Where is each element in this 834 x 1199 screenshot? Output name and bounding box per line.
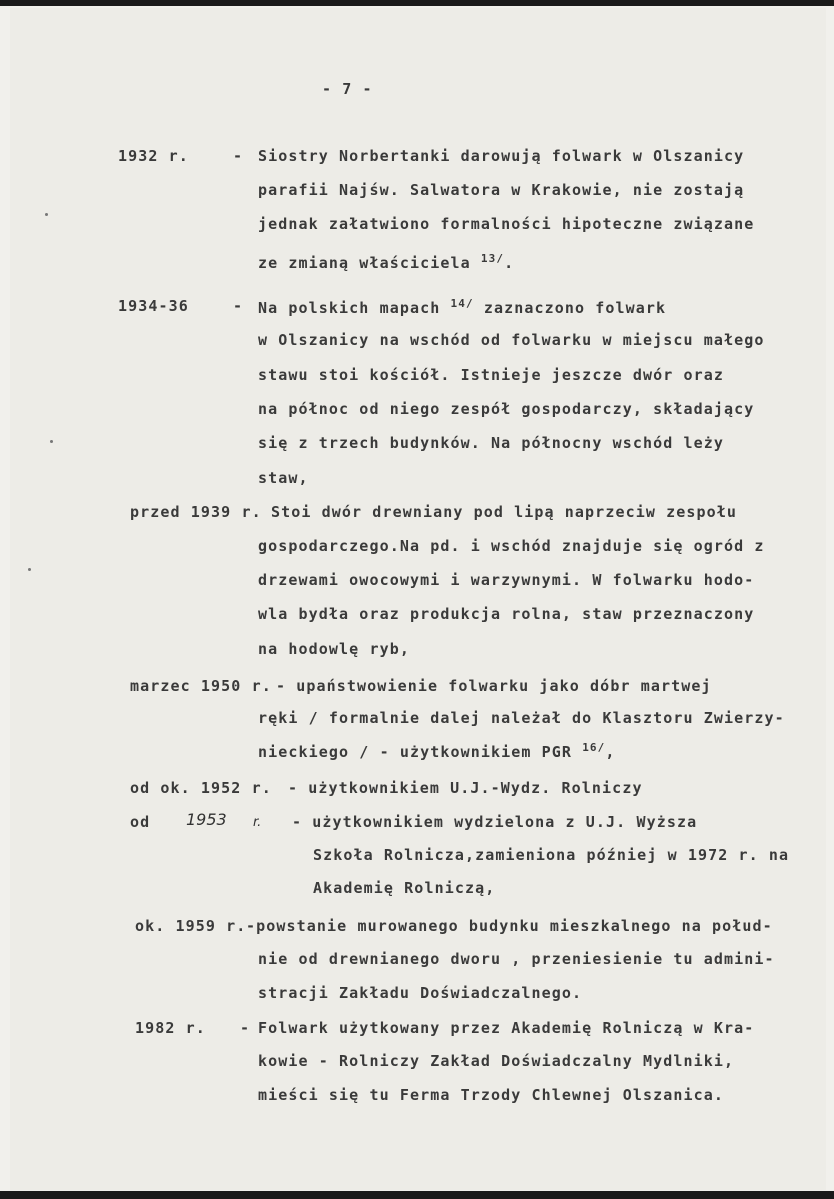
entry-line: Na polskich mapach (258, 299, 441, 317)
entry-line: nieckiego / - użytkownikiem PGR (258, 743, 573, 761)
entry-line: -powstanie murowanego budynku mieszkalnego na połud- (246, 917, 773, 935)
footnote-ref: 13/ (480, 252, 505, 265)
entry-line: Akademię Rolniczą, (313, 879, 496, 897)
entry-line: Szkoła Rolnicza,zamieniona później w 1972 r. na (313, 846, 790, 864)
entry-line: - upaństwowienie folwarku jako dóbr martwej (276, 677, 712, 695)
entry-date: 1934-36 (118, 297, 189, 315)
footnote-tail: . (504, 254, 515, 272)
entry-line: stawu stoi kościół. Istnieje jeszcze dwór oraz (258, 366, 725, 384)
entry-line: ze zmianą właściciela (258, 254, 471, 272)
page-number: - 7 - (322, 80, 373, 98)
entry-line: staw, (258, 469, 309, 487)
entry-line: na hodowlę ryb, (258, 640, 410, 658)
entry-line: jednak załatwiono formalności hipoteczne związane (258, 215, 755, 233)
entry-line: kowie - Rolniczy Zakład Doświadczalny Mydlniki, (258, 1052, 735, 1070)
footnote-ref: 14/ (450, 297, 474, 310)
entry-date: przed 1939 r. (130, 503, 262, 521)
entry-line: na północ od niego zespół gospodarczy, składający (258, 400, 755, 418)
entry-line: się z trzech budynków. Na północny wschód leży (258, 434, 725, 452)
entry-line: gospodarczego.Na pd. i wschód znajduje się ogród z (258, 537, 765, 555)
entry-line: parafii Najśw. Salwatora w Krakowie, nie zostają (258, 181, 745, 199)
entry-line: Folwark użytkowany przez Akademię Rolniczą w Kra- (258, 1019, 755, 1037)
entry-line-with-footnote (258, 741, 616, 761)
entry-line: stracji Zakładu Doświadczalnego. (258, 984, 583, 1002)
entry-line: - użytkownikiem wydzielona z U.J. Wyższa (292, 813, 698, 831)
scan-border-top (0, 0, 834, 6)
entry-line: Stoi dwór drewniany pod lipą naprzeciw zespołu (271, 503, 738, 521)
entry-line: w Olszanicy na wschód od folwarku w miejscu małego (258, 331, 765, 349)
scan-speck (28, 568, 31, 571)
entry-date: od (130, 813, 151, 831)
handwritten-r: r. (253, 815, 262, 830)
entry-line-with-footnote (258, 297, 666, 317)
entry-line: ręki / formalnie dalej należał do Klasztoru Zwierzy- (258, 709, 785, 727)
entry-line: mieści się tu Ferma Trzody Chlewnej Olszanica. (258, 1086, 725, 1104)
entry-date: 1932 r. (118, 147, 189, 165)
entry-date: ok. 1959 r. (135, 917, 247, 935)
entry-date: od ok. 1952 r. (130, 779, 272, 797)
entry-line: wla bydła oraz produkcja rolna, staw przeznaczony (258, 605, 755, 623)
entry-date: 1982 r. (135, 1019, 206, 1037)
entry-line-with-footnote (258, 252, 514, 272)
scan-speck (45, 213, 48, 216)
entry-dash: - (233, 297, 244, 315)
footnote-ref: 16/ (582, 741, 606, 754)
entry-line-tail: zaznaczono folwark (483, 299, 667, 317)
entry-line: nie od drewnianego dworu , przeniesienie tu admini- (258, 950, 775, 968)
footnote-tail: , (605, 743, 616, 761)
entry-line: Siostry Norbertanki darowują folwark w Olszanicy (258, 147, 745, 165)
scan-border-bottom (0, 1191, 834, 1199)
entry-line: - użytkownikiem U.J.-Wydz. Rolniczy (288, 779, 643, 797)
entry-date: marzec 1950 r. (130, 677, 272, 695)
scan-speck (50, 440, 53, 443)
entry-dash: - (240, 1019, 251, 1037)
handwritten-year: 1953 (186, 810, 227, 829)
entry-dash: - (233, 147, 244, 165)
entry-line: drzewami owocowymi i warzywnymi. W folwarku hodo- (258, 571, 755, 589)
